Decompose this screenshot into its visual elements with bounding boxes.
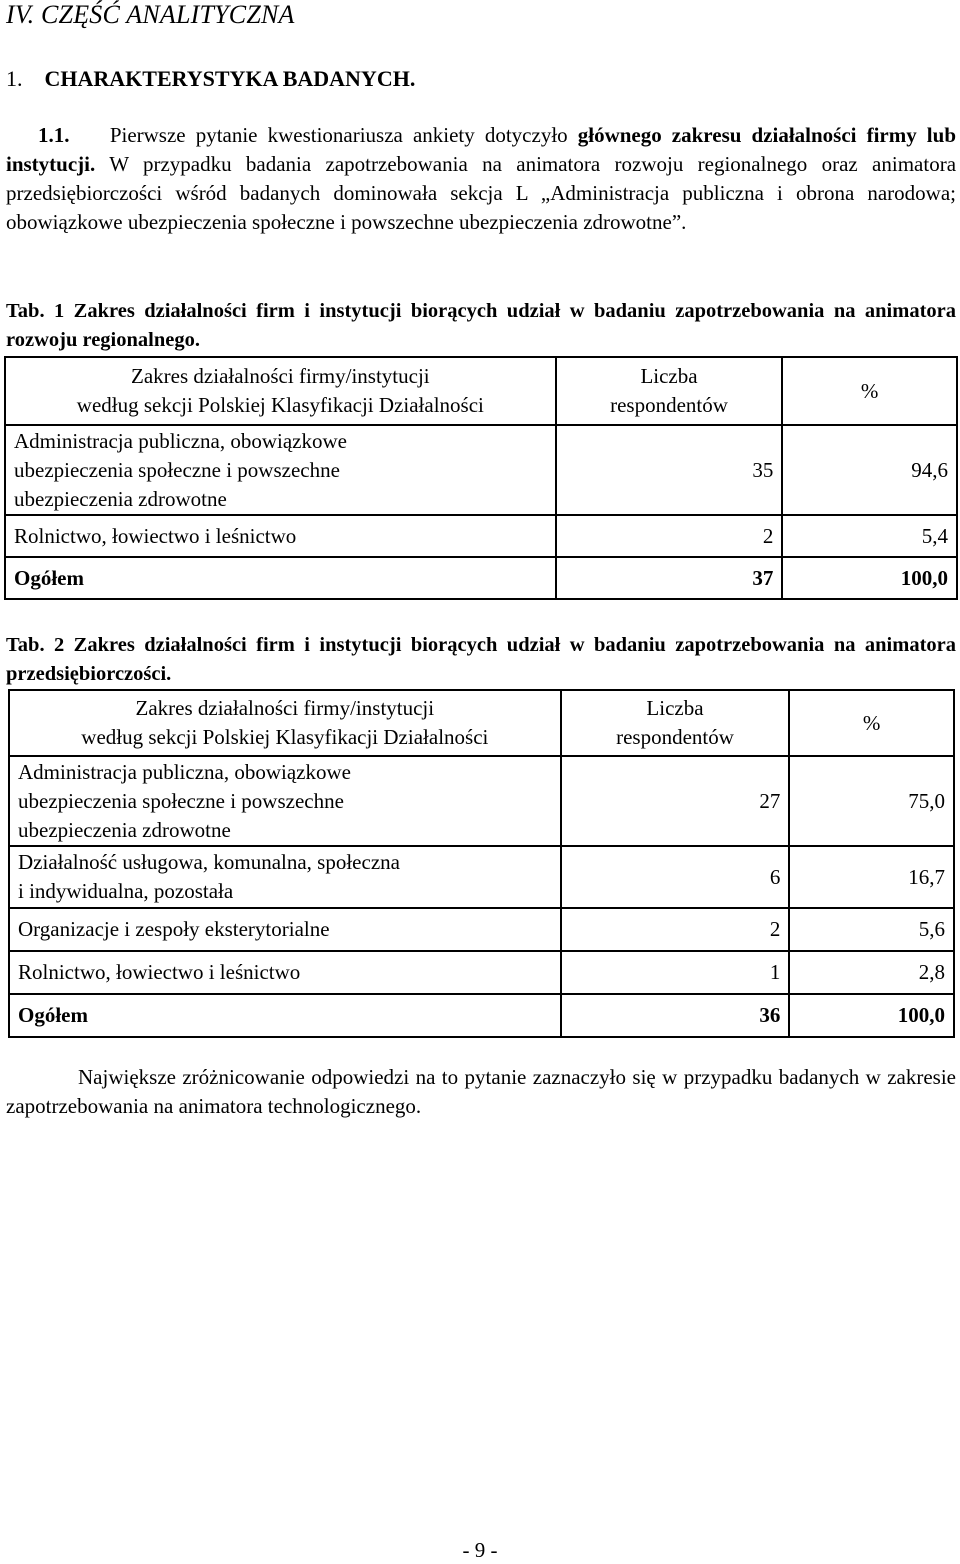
section-number: 1.: [6, 66, 23, 91]
section-heading: [6, 66, 415, 92]
table2-row3-pct: 5,6: [789, 908, 954, 951]
conclusion-paragraph: [6, 1063, 956, 1121]
table1-header-scope: Zakres działalności firmy/instytucji według sekcji Polskiej Klasyfikacji Działalności: [5, 357, 556, 425]
table1-total-row: [5, 557, 957, 599]
table2-total-row: [9, 994, 954, 1037]
table2-caption: Tab. 2 Zakres działalności firm i instytucji biorących udział w badaniu zapotrzebowania na animatora przedsiębiorczości.: [6, 634, 956, 685]
conclusion-text: Największe zróżnicowanie odpowiedzi na to pytanie zaznaczyło się w przypadku badanych w zakresie zapotrzebowania na animatora technologicznego.: [6, 1065, 956, 1118]
table2: [8, 689, 955, 1038]
table1-row1-pct: 94,6: [782, 425, 957, 515]
table1-header-pct: %: [782, 357, 957, 425]
intro-rest: W przypadku badania zapotrzebowania na animatora rozwoju regionalnego oraz animatora przedsiębiorczości wśród badanych dominowała sekcja L „Administracja publiczna i obrona narodowa; obowiązkowe ubezpieczenia społeczne i powszechne ubezpieczenia zdrowotne”.: [6, 152, 957, 234]
table2-header-scope: Zakres działalności firmy/instytucji według sekcji Polskiej Klasyfikacji Działalności: [9, 690, 561, 756]
table2-row4-count: 1: [561, 951, 790, 994]
intro-lead: Pierwsze pytanie kwestionariusza ankiety dotyczyło: [109, 123, 568, 147]
table2-header-count: Liczba respondentów: [561, 690, 790, 756]
table1-row1-count: 35: [556, 425, 783, 515]
table1-row2-pct: 5,4: [782, 515, 957, 557]
table1: [4, 356, 958, 600]
part-heading: IV. CZĘŚĆ ANALITYCZNA: [6, 0, 295, 29]
table1-row2-count: 2: [556, 515, 783, 557]
table-row: [9, 756, 954, 846]
table-row: [5, 425, 957, 515]
table-row: [9, 908, 954, 951]
table2-total-pct: 100,0: [789, 994, 954, 1037]
table2-row3-count: 2: [561, 908, 790, 951]
intro-paragraph: [6, 121, 956, 237]
table2-total-label: Ogółem: [9, 994, 561, 1037]
section-title: CHARAKTERYSTYKA BADANYCH.: [44, 66, 416, 91]
table2-row4-label: Rolnictwo, łowiectwo i leśnictwo: [9, 951, 561, 994]
table2-row4-pct: 2,8: [789, 951, 954, 994]
table-row: [9, 846, 954, 908]
table2-header-row: [9, 690, 954, 756]
intro-bold: głównego zakresu działalności firmy lub instytucji.: [6, 123, 957, 176]
table2-row1-count: 27: [561, 756, 790, 846]
table1-header-count: Liczba respondentów: [556, 357, 783, 425]
table2-row2-label: Działalność usługowa, komunalna, społeczna i indywidualna, pozostała: [9, 846, 561, 908]
intro-number: 1.1.: [38, 123, 70, 147]
page-number: - 9 -: [462, 1538, 498, 1562]
table1-row2-label: Rolnictwo, łowiectwo i leśnictwo: [5, 515, 556, 557]
table2-row2-pct: 16,7: [789, 846, 954, 908]
table2-row1-pct: 75,0: [789, 756, 954, 846]
table1-header-row: [5, 357, 957, 425]
table-row: [5, 515, 957, 557]
table2-row1-label: Administracja publiczna, obowiązkowe ubezpieczenia społeczne i powszechne ubezpieczenia zdrowotne: [9, 756, 561, 846]
table2-row2-count: 6: [561, 846, 790, 908]
table2-header-pct: %: [789, 690, 954, 756]
table2-row3-label: Organizacje i zespoły eksterytorialne: [9, 908, 561, 951]
table1-row1-label: Administracja publiczna, obowiązkowe ubezpieczenia społeczne i powszechne ubezpieczenia zdrowotne: [5, 425, 556, 515]
table1-total-pct: 100,0: [782, 557, 957, 599]
table1-caption: Tab. 1 Zakres działalności firm i instytucji biorących udział w badaniu zapotrzebowania na animatora rozwoju regionalnego.: [6, 300, 956, 351]
table1-total-count: 37: [556, 557, 783, 599]
table2-total-count: 36: [561, 994, 790, 1037]
table-row: [9, 951, 954, 994]
table1-total-label: Ogółem: [5, 557, 556, 599]
